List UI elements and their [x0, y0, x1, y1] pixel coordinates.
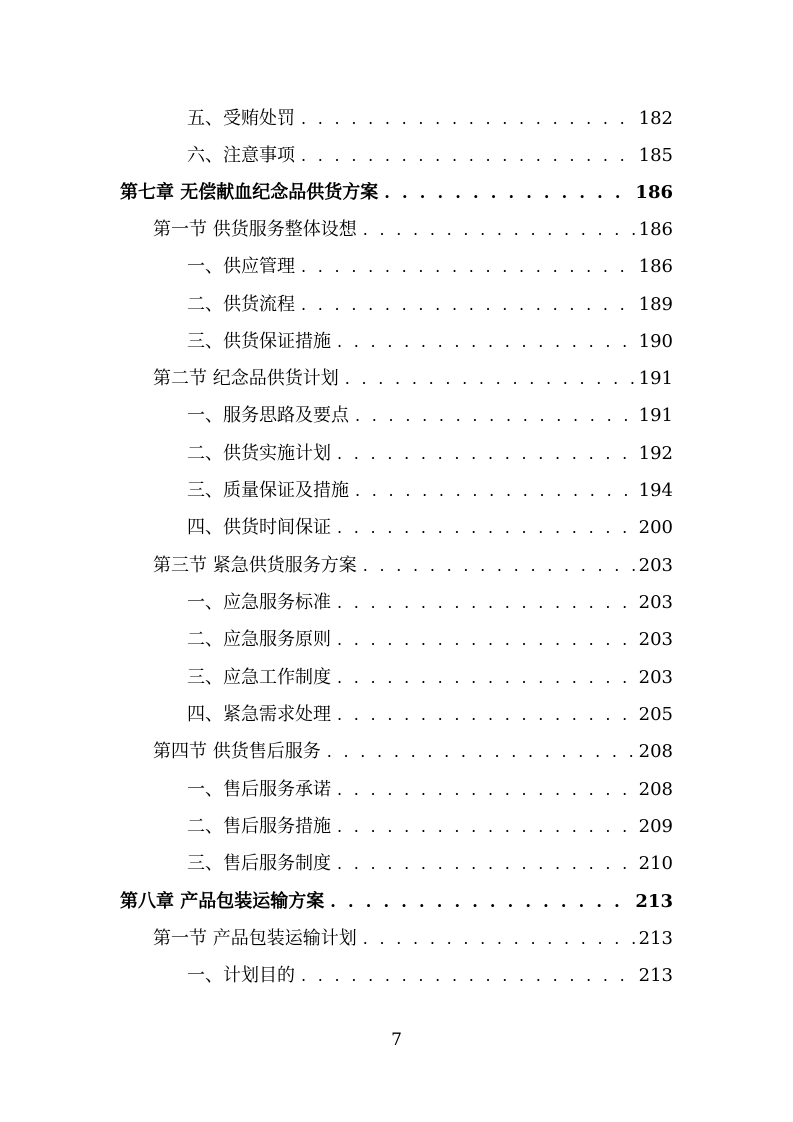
toc-entry-title: 三、售后服务制度: [187, 853, 331, 874]
toc-entry-title: 第二节 纪念品供货计划: [153, 368, 339, 389]
toc-entry[interactable]: [187, 696, 673, 733]
page-number: 7: [391, 1030, 402, 1050]
toc-entry[interactable]: [187, 659, 673, 696]
toc-entry[interactable]: [187, 137, 673, 174]
toc-entry-page: 194: [638, 480, 673, 501]
toc-entry-title: 二、应急服务原则: [187, 629, 331, 650]
toc-entry-title: 第三节 紧急供货服务方案: [153, 555, 357, 576]
toc-dot-leader: [337, 509, 635, 546]
toc-section-entry[interactable]: [153, 733, 673, 770]
toc-entry-title: 一、服务思路及要点: [187, 405, 349, 426]
toc-entry[interactable]: [187, 286, 673, 323]
toc-dot-leader: [337, 584, 635, 621]
toc-entry-title: 五、受贿处罚: [187, 108, 295, 129]
toc-chapter-entry[interactable]: [120, 883, 673, 920]
toc-entry-title: 三、供货保证措施: [187, 331, 331, 352]
toc-section-entry[interactable]: [153, 211, 673, 248]
toc-dot-leader: [337, 771, 635, 808]
toc-entry[interactable]: [187, 472, 673, 509]
toc-dot-leader: [337, 845, 635, 882]
toc-entry-title: 一、应急服务标准: [187, 592, 331, 613]
toc-entry-page: 185: [638, 145, 673, 166]
toc-entry-title: 二、供货实施计划: [187, 443, 331, 464]
toc-entry[interactable]: [187, 509, 673, 546]
toc-entry-title: 第一节 供货服务整体设想: [153, 219, 357, 240]
toc-section-entry[interactable]: [153, 360, 673, 397]
toc-entry-page: 213: [638, 965, 673, 986]
toc-entry-page: 210: [638, 853, 673, 874]
toc-entry-title: 四、紧急需求处理: [187, 704, 331, 725]
toc-entry[interactable]: [187, 808, 673, 845]
toc-entry-title: 四、供货时间保证: [187, 517, 331, 538]
toc-entry-page: 190: [638, 331, 673, 352]
toc-entry-title: 第八章 产品包装运输方案: [120, 891, 325, 912]
toc-section-entry[interactable]: [153, 920, 673, 957]
toc-entry-page: 186: [638, 256, 673, 277]
toc-entry-title: 第七章 无偿献血纪念品供货方案: [120, 182, 379, 203]
toc-entry-page: 192: [638, 443, 673, 464]
toc-entry-title: 一、供应管理: [187, 256, 295, 277]
toc-entry-page: 191: [638, 368, 673, 389]
toc-dot-leader: [345, 360, 635, 397]
toc-dot-leader: [301, 957, 635, 994]
toc-dot-leader: [337, 435, 635, 472]
toc-entry-page: 191: [638, 405, 673, 426]
toc-dot-leader: [301, 286, 635, 323]
toc-dot-leader: [301, 248, 635, 285]
toc-entry-title: 第一节 产品包装运输计划: [153, 928, 357, 949]
toc-dot-leader: [337, 808, 635, 845]
toc-entry-title: 一、售后服务承诺: [187, 779, 331, 800]
toc-entry[interactable]: [187, 248, 673, 285]
toc-entry-title: 二、供货流程: [187, 294, 295, 315]
toc-entry[interactable]: [187, 957, 673, 994]
toc-entry-title: 二、售后服务措施: [187, 816, 331, 837]
toc-dot-leader: [327, 733, 635, 770]
toc-dot-leader: [301, 100, 635, 137]
toc-entry-page: 186: [638, 219, 673, 240]
toc-dot-leader: [363, 920, 635, 957]
toc-entry-page: 182: [638, 108, 673, 129]
toc-entry-page: 203: [638, 592, 673, 613]
toc-entry-title: 三、质量保证及措施: [187, 480, 349, 501]
toc-dot-leader: [337, 621, 635, 658]
toc-entry-page: 203: [638, 629, 673, 650]
toc-entry[interactable]: [187, 584, 673, 621]
toc-dot-leader: [337, 659, 635, 696]
toc-chapter-entry[interactable]: [120, 174, 673, 211]
toc-entry-page: 209: [638, 816, 673, 837]
toc-entry[interactable]: [187, 621, 673, 658]
toc-entry-page: 208: [638, 779, 673, 800]
toc-entry-page: 189: [638, 294, 673, 315]
toc-entry-page: 213: [635, 891, 673, 912]
toc-entry-title: 第四节 供货售后服务: [153, 741, 321, 762]
toc-entry-title: 六、注意事项: [187, 145, 295, 166]
toc-entry[interactable]: [187, 100, 673, 137]
toc-dot-leader: [337, 323, 635, 360]
toc-dot-leader: [355, 472, 635, 509]
toc-entry[interactable]: [187, 771, 673, 808]
toc-entry[interactable]: [187, 397, 673, 434]
toc-dot-leader: [384, 174, 631, 211]
toc-entry-title: 三、应急工作制度: [187, 667, 331, 688]
toc-entry-page: 186: [635, 182, 673, 203]
toc-entry-page: 203: [638, 555, 673, 576]
toc-entry[interactable]: [187, 323, 673, 360]
toc-dot-leader: [330, 883, 631, 920]
toc-entry[interactable]: [187, 845, 673, 882]
toc-dot-leader: [337, 696, 635, 733]
toc-dot-leader: [363, 547, 635, 584]
toc-section-entry[interactable]: [153, 547, 673, 584]
toc-entry-title: 一、计划目的: [187, 965, 295, 986]
toc-entry-page: 200: [638, 517, 673, 538]
toc-dot-leader: [363, 211, 635, 248]
toc-entry-page: 205: [638, 704, 673, 725]
toc-dot-leader: [301, 137, 635, 174]
toc-entry[interactable]: [187, 435, 673, 472]
toc-dot-leader: [355, 397, 635, 434]
toc-entry-page: 213: [638, 928, 673, 949]
toc-entry-page: 203: [638, 667, 673, 688]
toc-entry-page: 208: [638, 741, 673, 762]
